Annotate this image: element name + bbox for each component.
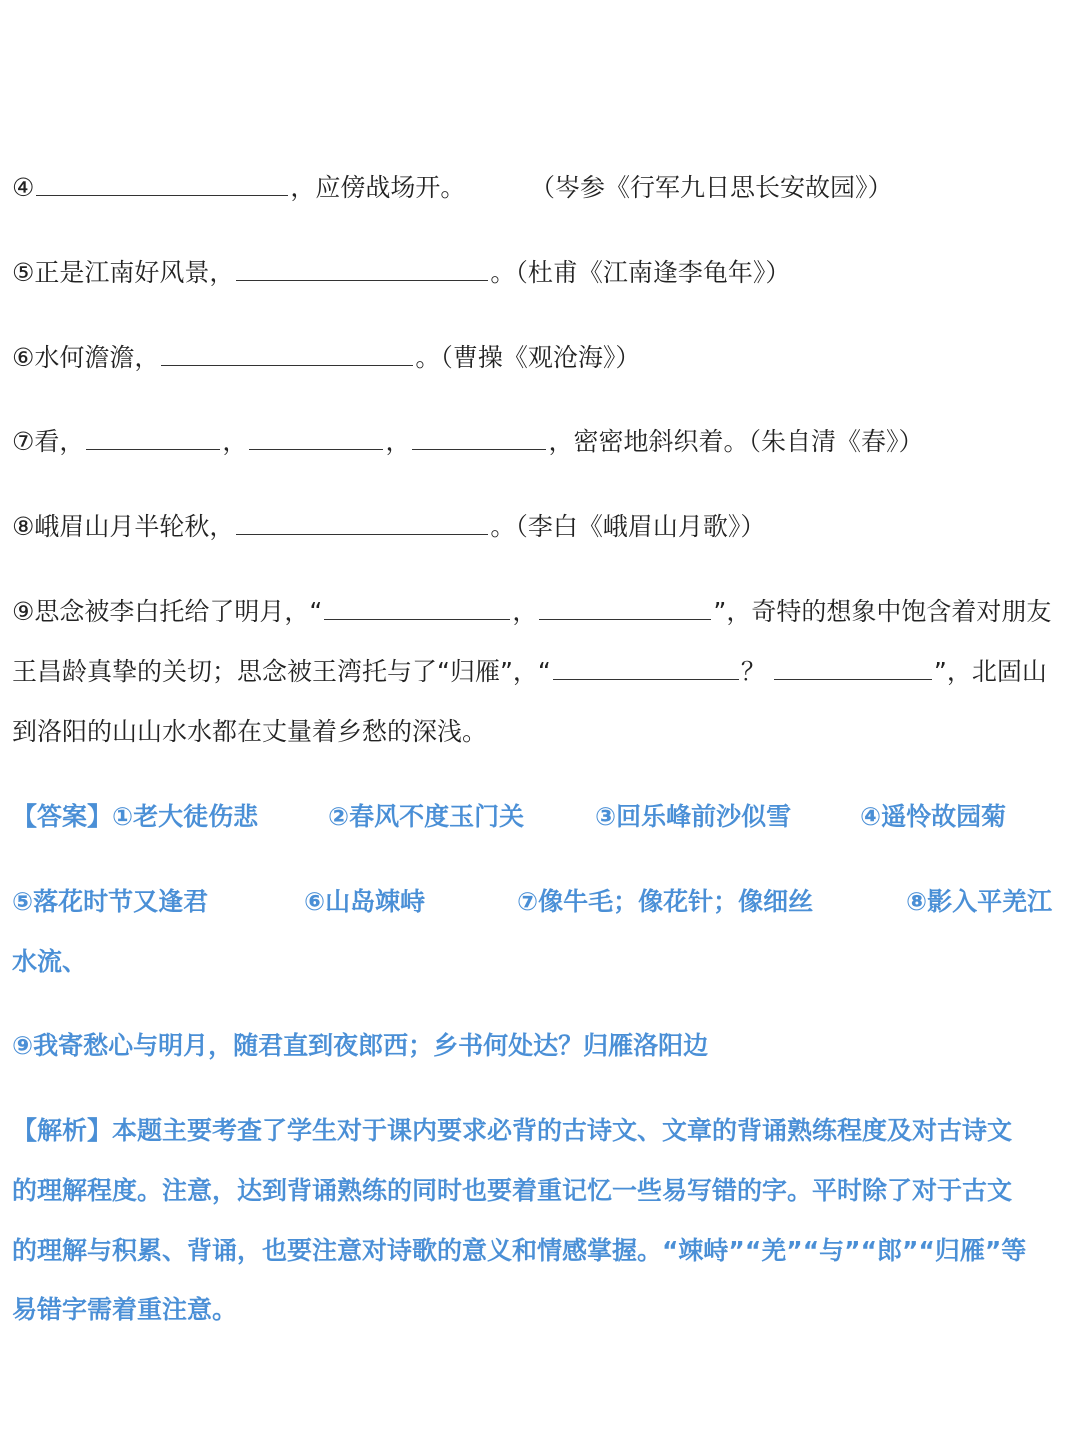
answer-2: ②春风不度玉门关: [328, 802, 525, 831]
answer-blank[interactable]: [412, 423, 546, 450]
answer-blank[interactable]: [236, 254, 488, 281]
analysis-line-1: 【解析】本题主要考查了学生对于课内要求必背的古诗文、文章的背诵熟练程度及对古诗文: [12, 1116, 1013, 1145]
answer-blank[interactable]: [36, 169, 288, 196]
answer-9: ⑨我寄愁心与明月，随君直到夜郎西；乡书何处达？归雁洛阳边: [12, 1031, 709, 1060]
poem-line: ⑦看，: [12, 427, 85, 456]
separator: ，: [222, 427, 248, 456]
answer-blank[interactable]: [161, 339, 413, 366]
answer-blank[interactable]: [553, 653, 739, 680]
separator: ？: [740, 657, 766, 686]
poem-line: ⑥水何澹澹，: [12, 343, 160, 372]
answer-6: ⑥山岛竦峙: [304, 887, 426, 916]
question-7: [12, 422, 923, 462]
answer-label-with-1: 【答案】①老大徒伤悲: [12, 802, 259, 831]
poem-source: ，密密地斜织着。（朱自清《春》）: [548, 427, 924, 456]
question-number: ④: [12, 173, 35, 202]
poem-source: （岑参《行军九日思长安故园》）: [530, 173, 893, 202]
question-9-line-3: [12, 712, 487, 752]
answer-blank[interactable]: [324, 593, 510, 620]
answer-4: ④遥怜故园菊: [860, 802, 1007, 831]
poem-line: ，应傍战场开。: [290, 173, 466, 202]
analysis-line-2: 的理解程度。注意，达到背诵熟练的同时也要着重记忆一些易写错的字。平时除了对于古文: [12, 1176, 1013, 1205]
separator: ，: [385, 427, 411, 456]
question-5: [12, 253, 790, 293]
answer-blank[interactable]: [86, 423, 220, 450]
poem-source: 。（李白《峨眉山月歌》）: [490, 512, 766, 541]
analysis-line-3: 的理解与积累、背诵，也要注意对诗歌的意义和情感掌握。“竦峙”“羌”“与”“郎”“归雁”等: [12, 1236, 1027, 1265]
answer-row-2: [12, 882, 1072, 922]
analysis-line-4: 易错字需着重注意。: [12, 1295, 238, 1324]
answer-3: ③回乐峰前沙似雪: [595, 802, 792, 831]
question-6: [12, 338, 640, 378]
answer-blank[interactable]: [236, 508, 488, 535]
answer-8-continued: 水流、: [12, 947, 88, 976]
question-text: 到洛阳的山山水水都在丈量着乡愁的深浅。: [12, 717, 488, 746]
question-text: ⑨思念被李白托给了明月，“: [12, 597, 323, 626]
question-9-line-1: [12, 592, 1051, 632]
question-9-line-2: [12, 652, 1047, 692]
answer-blank[interactable]: [774, 653, 932, 680]
poem-source: 。（杜甫《江南逢李龟年》）: [490, 258, 791, 287]
question-text: ”，北固山: [933, 657, 1047, 686]
answer-row-1: [12, 797, 1072, 837]
poem-line: ⑤正是江南好风景，: [12, 258, 235, 287]
answer-5: ⑤落花时节又逢君: [12, 887, 209, 916]
poem-source: 。（曹操《观沧海》）: [415, 343, 641, 372]
answer-blank[interactable]: [249, 423, 383, 450]
answer-8: ⑧影入平羌江: [906, 887, 1053, 916]
question-text: 王昌龄真挚的关切；思念被王湾托与了“归雁”，“: [12, 657, 551, 686]
poem-line: ⑧峨眉山月半轮秋，: [12, 512, 235, 541]
question-text: ”，奇特的想象中饱含着对朋友: [713, 597, 1052, 626]
separator: ，: [512, 597, 538, 626]
question-4: [12, 168, 893, 208]
answer-blank[interactable]: [539, 593, 711, 620]
answer-7: ⑦像牛毛；像花针；像细丝: [517, 887, 814, 916]
question-8: [12, 507, 765, 547]
